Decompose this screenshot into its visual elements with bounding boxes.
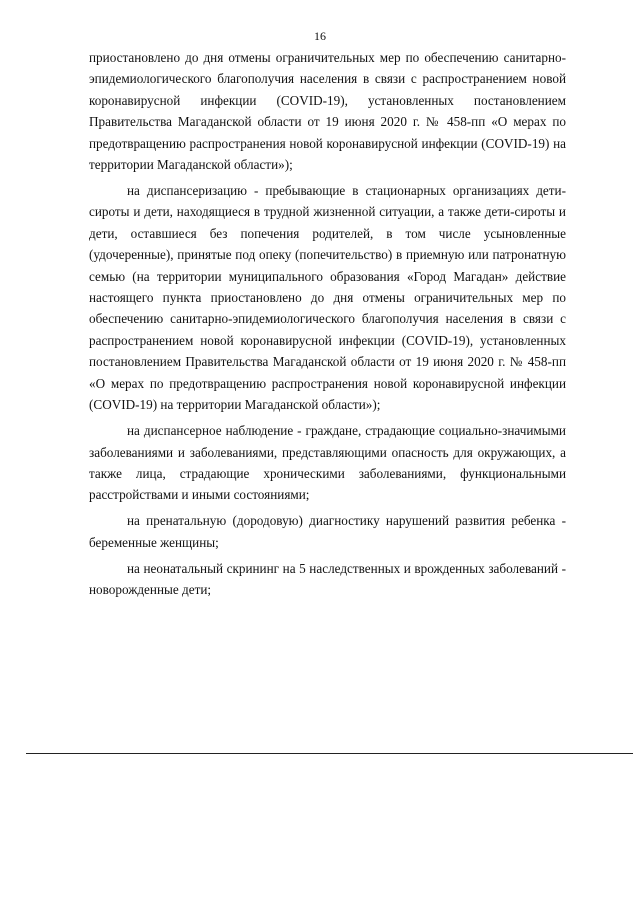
paragraph-dispanserization: на диспансеризацию - пребывающие в стационарных организациях дети-сироты и дети, находящиеся в трудной жизненной ситуации, а также дети-сироты и дети, оставшиеся без попечения родителей, в том числе усыновленные (удочеренные), принятые под опеку (попечительство) в приемную или патронатную семью (на территории муниципального образования «Город Магадан» действие настоящего пункта приостановлено до дня отмены ограничительных мер по обеспечению санитарно-эпидемиологического благополучия населения в связи с распространением новой коронавирусной инфекции (COVID-19), установленных постановлением Правительства Магаданской области от 19 июня 2020 г. № 458-пп «О мерах по предотвращению распространения новой коронавирусной инфекции (COVID-19) на территории Магаданской области»);: [89, 183, 566, 413]
paragraph-continuation: приостановлено до дня отмены ограничительных мер по обеспечению санитарно-эпидемиологического благополучия населения в связи с распространением новой коронавирусной инфекции (COVID-19), установленных постановлением Правительства Магаданской области от 19 июня 2020 г. № 458-пп «О мерах по предотвращению распространения новой коронавирусной инфекции (COVID-19) на территории Магаданской области»);: [89, 50, 566, 173]
paragraph-dispensary-observation: на диспансерное наблюдение - граждане, страдающие социально-значимыми заболеваниями и заболеваниями, представляющими опасность для окружающих, а также лица, страдающие хроническими заболеваниями, функциональными расстройствами и иными состояниями;: [89, 423, 566, 503]
document-body: [89, 47, 566, 601]
paragraph-neonatal-screening: на неонатальный скрининг на 5 наследственных и врожденных заболеваний - новорожденные дети;: [89, 560, 566, 598]
paragraph-prenatal-diagnostics: на пренатальную (дородовую) диагностику нарушений развития ребенка - беременные женщины;: [89, 513, 566, 550]
page-number: 16: [314, 29, 326, 43]
footer-divider: [26, 753, 633, 754]
